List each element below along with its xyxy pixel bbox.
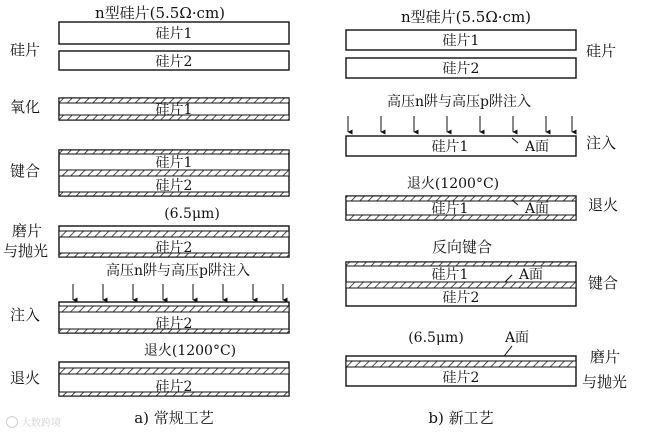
right-label-polishing: 与抛光 — [582, 373, 628, 391]
right-implant-arrows — [348, 116, 572, 132]
left-column — [3, 4, 289, 427]
left-step-oxidation — [59, 98, 289, 120]
left-label-bonding: 键合 — [10, 162, 41, 180]
right-caption: b) 新工艺 — [428, 409, 494, 427]
right-anneal-wafer1-label: 硅片1 — [431, 201, 469, 217]
right-bonded-wafer2-label: 硅片2 — [442, 290, 480, 306]
right-header: n型硅片(5.5Ω·cm) — [400, 8, 532, 26]
left-step-anneal — [59, 362, 289, 396]
right-step-bonding — [346, 262, 576, 306]
right-step-anneal — [346, 196, 576, 220]
left-step-bonding — [59, 150, 289, 196]
right-column — [346, 8, 627, 427]
right-thinned-interface — [346, 361, 576, 367]
right-face-label: A面 — [524, 139, 550, 155]
left-thinned-wafer2-label: 硅片2 — [155, 240, 193, 256]
right-thickness-label: (6.5μm) — [408, 330, 464, 346]
left-header: n型硅片(5.5Ω·cm) — [94, 4, 226, 22]
right-label-wafer: 硅片 — [586, 42, 617, 60]
right-bond-title: 反向键合 — [431, 238, 493, 256]
right-label-grinding: 磨片 — [590, 348, 621, 366]
watermark-text: 大数跨境 — [21, 418, 61, 429]
left-anneal-interface — [59, 368, 289, 374]
left-anneal-title: 退火(1200°C) — [143, 343, 237, 359]
left-step-wafers — [59, 22, 289, 70]
left-implant-wafer2-label: 硅片2 — [155, 316, 193, 332]
right-step-implant — [346, 136, 576, 156]
left-oxidized-label: 硅片1 — [155, 102, 193, 118]
left-label-wafer: 硅片 — [10, 41, 41, 59]
right-grind-face-label: A面 — [504, 330, 530, 346]
left-thickness-label: (6.5μm) — [164, 206, 220, 222]
right-anneal-face-label: A面 — [524, 201, 550, 217]
left-step-implant — [59, 302, 289, 333]
left-anneal-wafer2-label: 硅片2 — [155, 379, 193, 395]
right-wafer2-label: 硅片2 — [442, 61, 480, 77]
left-implant-arrows — [73, 284, 283, 300]
left-wafer2-label: 硅片2 — [155, 54, 193, 70]
right-implant-wafer1-label: 硅片1 — [431, 139, 469, 155]
right-bonded-wafer1-label: 硅片1 — [431, 267, 469, 283]
left-thinned-interface — [59, 231, 289, 237]
left-label-anneal: 退火 — [10, 369, 41, 387]
left-bond-oxide-top — [59, 150, 289, 154]
left-step-grinding — [59, 226, 289, 257]
watermark — [6, 414, 61, 429]
right-wafer1-label: 硅片1 — [442, 33, 480, 49]
left-bonded-wafer1-label: 硅片1 — [155, 155, 193, 171]
right-label-bonding: 键合 — [588, 274, 619, 292]
right-bond-oxide-top — [346, 262, 576, 266]
right-label-implant: 注入 — [586, 134, 617, 152]
right-implant-title: 高压n阱与高压p阱注入 — [387, 94, 531, 110]
left-label-oxidation: 氧化 — [10, 98, 41, 116]
left-bonded-wafer2-label: 硅片2 — [155, 178, 193, 194]
left-label-grinding: 磨片 — [12, 222, 43, 240]
left-wafer1-label: 硅片1 — [155, 26, 193, 42]
left-implant-interface — [59, 306, 289, 312]
watermark-logo-icon — [6, 416, 18, 428]
right-thinned-wafer2-label: 硅片2 — [442, 370, 480, 386]
left-implant-title: 高压n阱与高压p阱注入 — [106, 263, 250, 279]
left-label-polishing: 与抛光 — [3, 242, 49, 260]
right-anneal-title: 退火(1200°C) — [406, 176, 500, 192]
right-step-grinding — [346, 356, 576, 386]
right-step-wafers — [346, 30, 576, 78]
right-bond-face-label: A面 — [518, 267, 544, 283]
left-label-implant: 注入 — [10, 306, 41, 324]
right-label-anneal: 退火 — [588, 196, 619, 214]
left-caption: a) 常规工艺 — [134, 409, 214, 427]
